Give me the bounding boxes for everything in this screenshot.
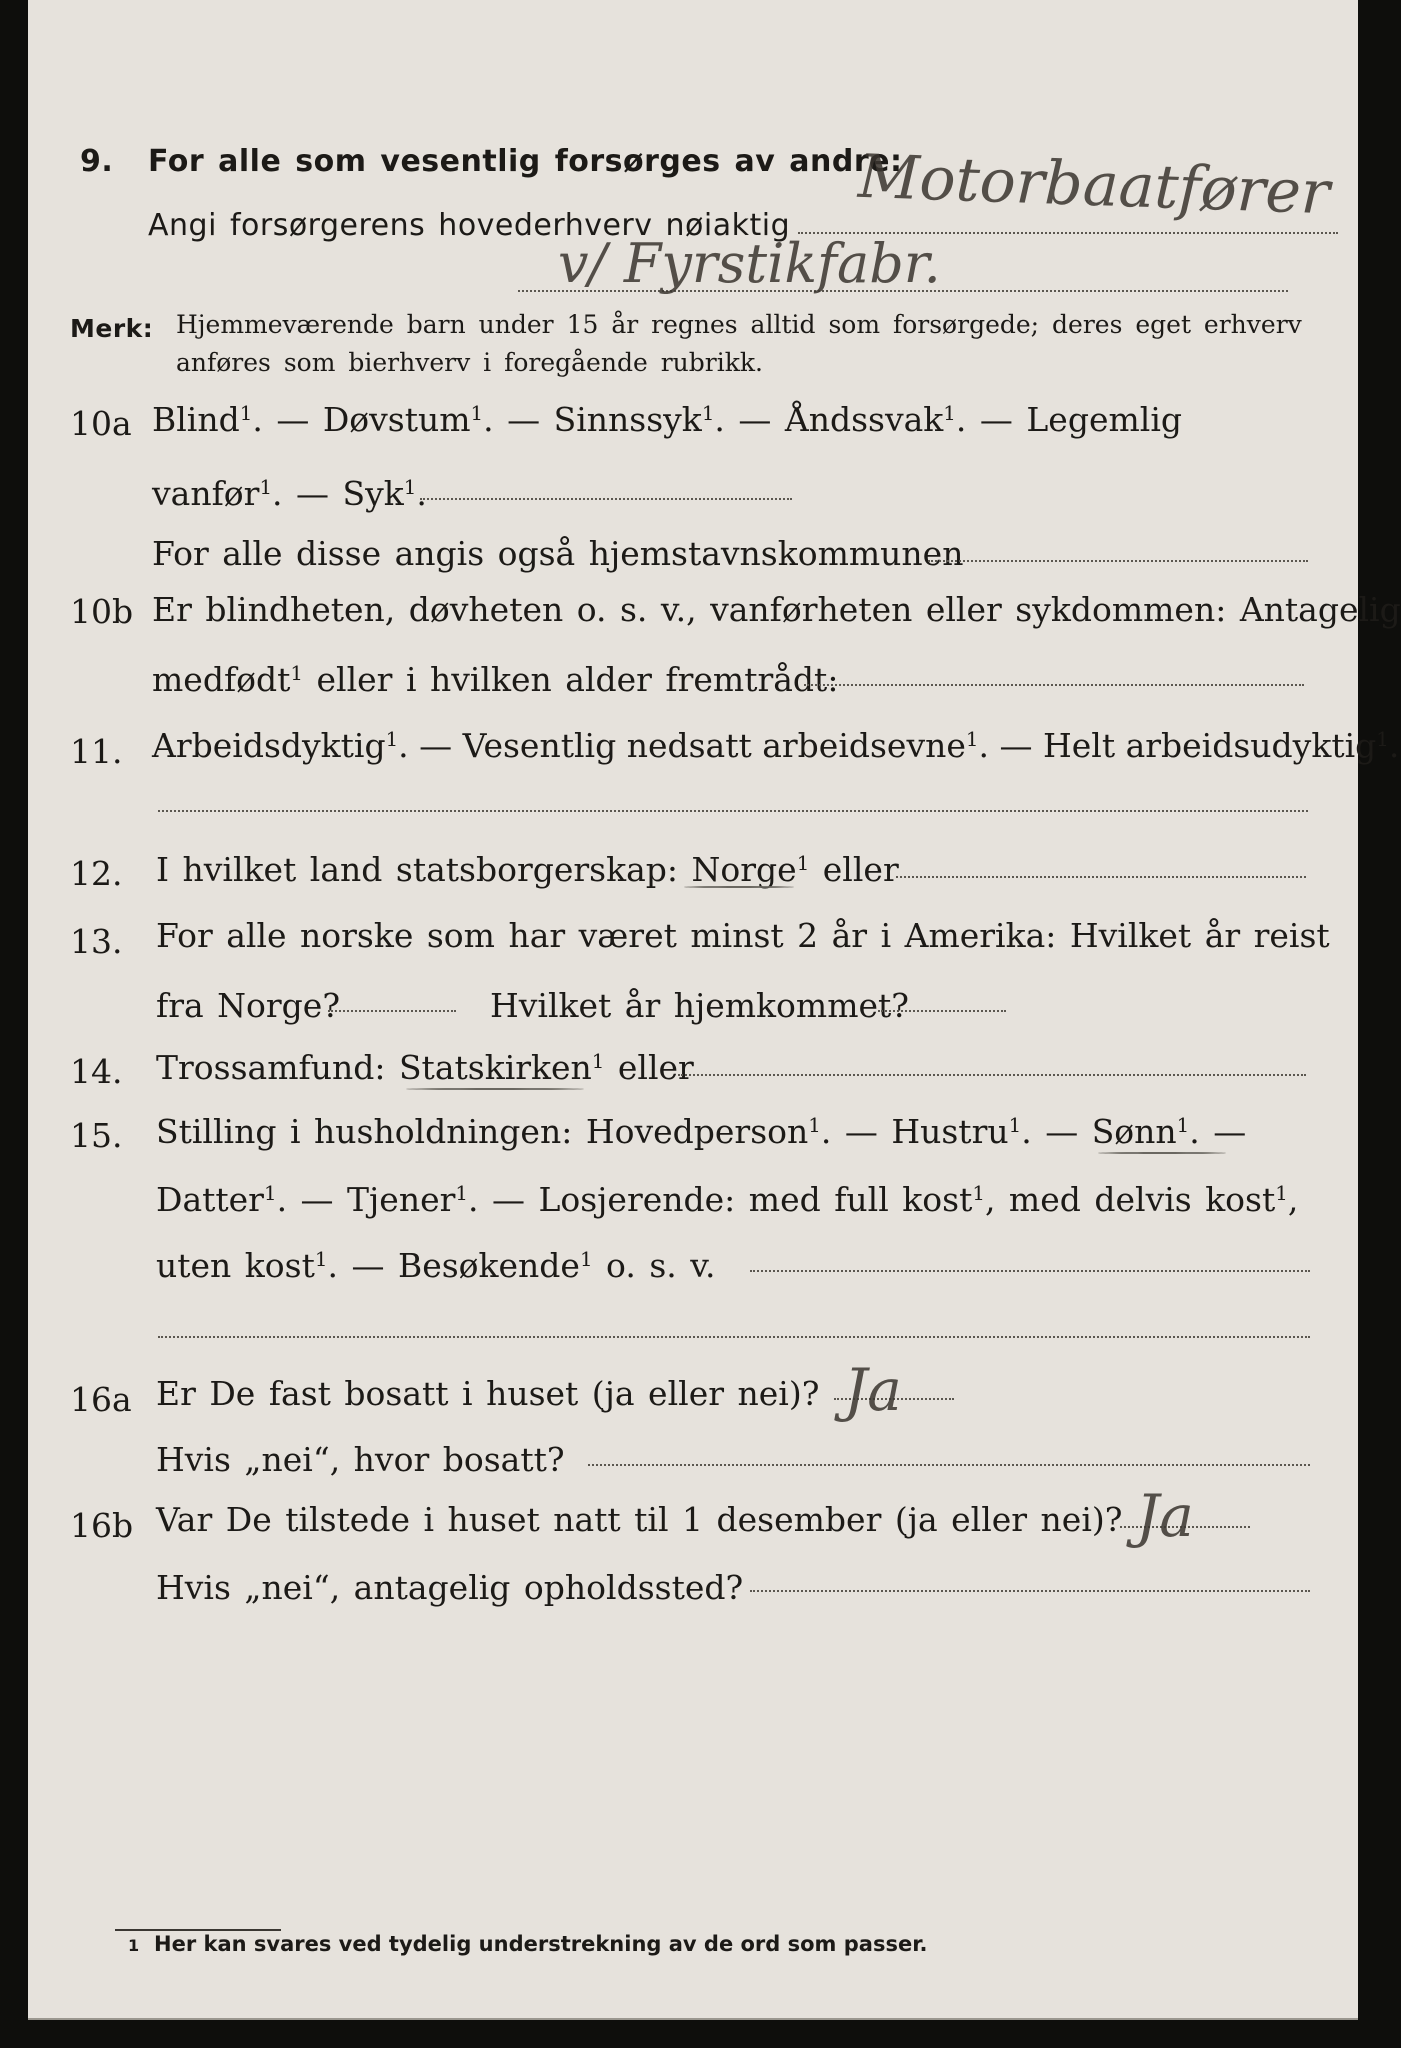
option-andssvak[interactable]: Åndssvak <box>784 400 944 439</box>
q16b-handwritten-answer: Ja <box>1136 1482 1194 1550</box>
underline-sonn <box>1098 1152 1226 1154</box>
option-arbeidsdyktig[interactable]: Arbeidsdyktig <box>152 726 386 765</box>
q15-options-3: uten kost$^1$. — Besøkende$^1$ o. s. v. <box>156 1246 716 1285</box>
q12-number: 12. <box>70 854 123 893</box>
q11-answer-line <box>158 810 1308 812</box>
option-dovstum[interactable]: Døvstum <box>322 400 471 439</box>
q14-number: 14. <box>70 1052 123 1091</box>
q15-options-1: Stilling i husholdningen: Hovedperson$^1$. — Hustru$^1$. — Sønn$^1$. — <box>156 1112 1247 1151</box>
q9-prompt: Angi forsørgerens hovederhverv nøiaktig <box>148 208 791 243</box>
q13-prompt-return: Hvilket år hjemkommet? <box>490 986 909 1025</box>
q10a-syk-line <box>420 498 792 500</box>
q15-answer-line-1 <box>750 1270 1310 1272</box>
q10a-options-1: Blind$^1$. — Døvstum$^1$. — Sinnssyk$^1$. — Åndssvak$^1$. — Legemlig <box>152 400 1182 439</box>
q10a-number: 10a <box>70 404 132 443</box>
option-norge[interactable]: Norge <box>691 850 797 889</box>
option-sinnssyk[interactable]: Sinnssyk <box>553 400 702 439</box>
q13-prompt-departure: fra Norge? <box>156 986 341 1025</box>
q13-text-1: For alle norske som har været minst 2 år i Amerika: Hvilket år reist <box>156 916 1330 955</box>
q12-answer-line <box>896 876 1306 878</box>
merk-label: Merk: <box>70 314 154 343</box>
option-statskirken[interactable]: Statskirken <box>398 1048 592 1087</box>
q12-text: I hvilket land statsborgerskap: Norge$^1$ eller <box>156 850 899 889</box>
option-syk[interactable]: Syk <box>342 474 404 513</box>
footnote-mark: 1 <box>128 1936 140 1955</box>
q10a-options-2: vanfør$^1$. — Syk$^1$. <box>152 474 427 513</box>
q13-number: 13. <box>70 922 123 961</box>
q10a-hjemstavn-prompt: For alle disse angis også hjemstavnskommunen <box>152 534 964 573</box>
option-besokende[interactable]: Besøkende <box>397 1246 580 1285</box>
q10b-text-1: Er blindheten, døvheten o. s. v., vanførheten eller sykdommen: Antagelig <box>152 590 1401 629</box>
option-full-kost[interactable]: med full kost <box>748 1180 973 1219</box>
q16a-handwritten-answer: Ja <box>844 1356 902 1424</box>
q9-handwritten-employer: v/ Fyrstikfabr. <box>558 232 941 295</box>
option-legemlig[interactable]: Legemlig <box>1026 400 1182 439</box>
q9-heading: For alle som vesentlig forsørges av andre: <box>148 144 903 179</box>
q9-number: 9. <box>80 144 114 179</box>
q16a-where-line <box>588 1464 1310 1466</box>
q15-number: 15. <box>70 1116 123 1155</box>
q16b-whereabouts-line <box>750 1590 1310 1592</box>
q13-return-line <box>878 1010 1006 1012</box>
option-blind[interactable]: Blind <box>152 400 240 439</box>
q16b-number: 16b <box>70 1506 134 1545</box>
q15-options-2: Datter$^1$. — Tjener$^1$. — Losjerende: med full kost$^1$, med delvis kost$^1$, <box>156 1180 1299 1219</box>
q11-number: 11. <box>70 732 123 771</box>
q16a-number: 16a <box>70 1380 132 1419</box>
q16b-prompt-2: Hvis „nei“, antagelig opholdssted? <box>156 1568 744 1607</box>
q9-handwritten-occupation: Motorbaatfører <box>856 141 1331 229</box>
underline-statskirken <box>406 1088 584 1090</box>
q14-text: Trossamfund: Statskirken$^1$ eller <box>156 1048 694 1087</box>
q14-answer-line <box>678 1074 1306 1076</box>
underline-norge <box>684 886 794 888</box>
option-udyktig[interactable]: Helt arbeidsudyktig <box>1042 726 1377 765</box>
option-datter[interactable]: Datter <box>156 1180 264 1219</box>
q10b-age-line <box>804 684 1304 686</box>
q10b-text-2: medfødt$^1$ eller i hvilken alder fremtrådt: <box>152 660 839 699</box>
q10b-number: 10b <box>70 592 134 631</box>
merk-text-1: Hjemmeværende barn under 15 år regnes alltid som forsørgede; deres eget erhverv <box>176 310 1302 339</box>
q10a-hjemstavn-line <box>928 560 1308 562</box>
option-tjener[interactable]: Tjener <box>347 1180 456 1219</box>
option-vanfor[interactable]: vanfør <box>152 474 260 513</box>
option-sonn[interactable]: Sønn <box>1091 1112 1177 1151</box>
census-form-page <box>28 0 1401 2020</box>
option-uten-kost[interactable]: uten kost <box>156 1246 315 1285</box>
q16a-prompt: Er De fast bosatt i huset (ja eller nei)? <box>156 1374 820 1413</box>
option-hustru[interactable]: Hustru <box>891 1112 1009 1151</box>
option-medfodt[interactable]: medfødt <box>152 660 291 699</box>
q13-departure-line <box>328 1010 456 1012</box>
q11-options: Arbeidsdyktig$^1$. — Vesentlig nedsatt arbeidsevne$^1$. — Helt arbeidsudyktig$^1$. <box>152 726 1400 765</box>
q15-answer-line-2 <box>158 1336 1310 1338</box>
option-nedsatt[interactable]: Vesentlig nedsatt arbeidsevne <box>462 726 966 765</box>
merk-text-2: anføres som bierhverv i foregående rubrikk. <box>176 348 763 377</box>
q16a-prompt-2: Hvis „nei“, hvor bosatt? <box>156 1440 565 1479</box>
option-hovedperson[interactable]: Hovedperson <box>585 1112 809 1151</box>
option-delvis-kost[interactable]: med delvis kost <box>1008 1180 1276 1219</box>
footnote-text: Her kan svares ved tydelig understrekning av de ord som passer. <box>154 1932 928 1956</box>
q16b-prompt: Var De tilstede i huset natt til 1 desember (ja eller nei)? <box>156 1500 1123 1539</box>
